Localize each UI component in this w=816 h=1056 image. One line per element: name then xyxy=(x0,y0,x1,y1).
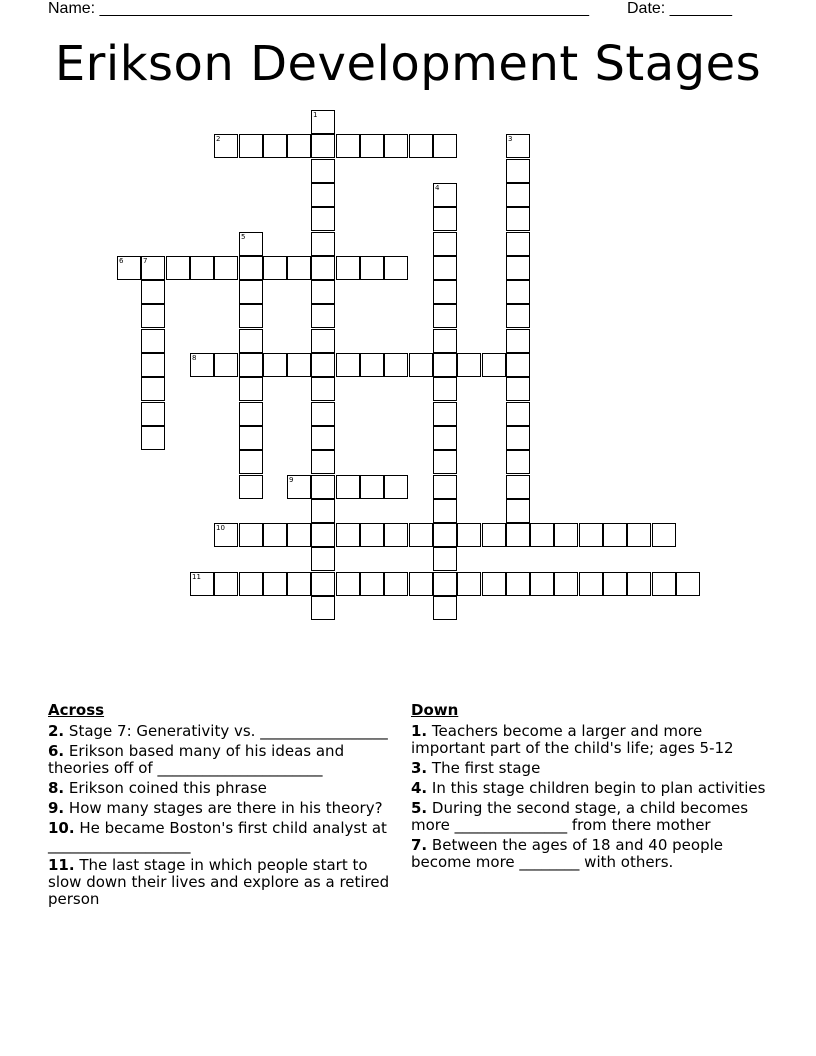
crossword-cell[interactable] xyxy=(384,353,408,377)
crossword-cell[interactable] xyxy=(506,402,530,426)
crossword-cell[interactable] xyxy=(433,304,457,328)
cell-number: 4 xyxy=(435,184,440,192)
crossword-cell[interactable] xyxy=(360,475,384,499)
clue-text: The last stage in which people start to slow down their lives and explore as a retired person xyxy=(48,856,390,908)
crossword-cell[interactable] xyxy=(457,523,481,547)
crossword-cell[interactable] xyxy=(433,426,457,450)
crossword-cell[interactable] xyxy=(141,280,165,304)
crossword-cell[interactable] xyxy=(360,353,384,377)
crossword-cell[interactable] xyxy=(433,547,457,571)
crossword-cell[interactable] xyxy=(239,450,263,474)
crossword-cell[interactable] xyxy=(239,572,263,596)
crossword-cell[interactable] xyxy=(433,329,457,353)
crossword-cell[interactable] xyxy=(311,450,335,474)
cell-number: 11 xyxy=(192,573,201,581)
crossword-cell[interactable] xyxy=(384,134,408,158)
crossword-cell[interactable] xyxy=(336,134,360,158)
date-field-label[interactable]: Date: _______ xyxy=(627,0,732,17)
crossword-cell[interactable] xyxy=(530,523,554,547)
down-clue xyxy=(411,837,771,871)
cell-number: 9 xyxy=(289,476,294,484)
crossword-cell[interactable] xyxy=(506,353,530,377)
across-clue xyxy=(48,857,398,908)
crossword-cell[interactable] xyxy=(384,256,408,280)
crossword-cell[interactable] xyxy=(530,572,554,596)
crossword-cell[interactable] xyxy=(652,572,676,596)
crossword-cell[interactable] xyxy=(506,159,530,183)
crossword-cell[interactable] xyxy=(603,523,627,547)
crossword-cell[interactable] xyxy=(239,377,263,401)
crossword-cell[interactable] xyxy=(311,475,335,499)
crossword-cell[interactable] xyxy=(433,523,457,547)
crossword-cell[interactable] xyxy=(141,329,165,353)
crossword-cell[interactable] xyxy=(627,572,651,596)
clue-number: 6. xyxy=(48,742,65,760)
crossword-cell[interactable] xyxy=(506,256,530,280)
crossword-cell[interactable] xyxy=(652,523,676,547)
crossword-cell[interactable] xyxy=(433,134,457,158)
crossword-cell[interactable] xyxy=(506,475,530,499)
crossword-cell[interactable] xyxy=(360,256,384,280)
crossword-cell[interactable] xyxy=(239,523,263,547)
crossword-cell[interactable] xyxy=(336,256,360,280)
crossword-cell[interactable] xyxy=(311,426,335,450)
crossword-cell[interactable] xyxy=(433,450,457,474)
name-field-label[interactable]: Name: _______________________________________________________ xyxy=(48,0,589,17)
crossword-cell[interactable] xyxy=(506,523,530,547)
down-clue xyxy=(411,780,771,797)
crossword-cell[interactable] xyxy=(506,426,530,450)
down-clue xyxy=(411,760,771,777)
crossword-cell[interactable] xyxy=(457,353,481,377)
crossword-cell[interactable] xyxy=(409,523,433,547)
clue-text: The first stage xyxy=(431,759,541,777)
cell-number: 1 xyxy=(313,111,318,119)
crossword-cell[interactable] xyxy=(287,353,311,377)
crossword-cell[interactable] xyxy=(506,377,530,401)
page-title: Erikson Development Stages xyxy=(54,36,762,92)
clue-number: 10. xyxy=(48,819,75,837)
crossword-cell[interactable] xyxy=(239,475,263,499)
crossword-cell[interactable] xyxy=(311,547,335,571)
crossword-cell[interactable] xyxy=(457,572,481,596)
clue-text: He became Boston's first child analyst at ___________________ xyxy=(48,819,387,854)
crossword-cell[interactable] xyxy=(433,596,457,620)
crossword-cell[interactable] xyxy=(506,232,530,256)
cell-number: 2 xyxy=(216,135,221,143)
crossword-cell[interactable] xyxy=(433,183,457,207)
crossword-cell[interactable] xyxy=(239,426,263,450)
across-clue xyxy=(48,780,398,797)
cell-number: 5 xyxy=(241,233,246,241)
crossword-cell[interactable] xyxy=(433,377,457,401)
crossword-cell[interactable] xyxy=(336,353,360,377)
crossword-cell[interactable] xyxy=(433,353,457,377)
crossword-cell[interactable] xyxy=(311,159,335,183)
crossword-cell[interactable] xyxy=(384,572,408,596)
crossword-cell[interactable] xyxy=(214,353,238,377)
crossword-cell[interactable] xyxy=(554,523,578,547)
crossword-cell[interactable] xyxy=(263,256,287,280)
clue-number: 1. xyxy=(411,722,428,740)
crossword-cell[interactable] xyxy=(287,256,311,280)
cell-number: 3 xyxy=(508,135,513,143)
crossword-cell[interactable] xyxy=(433,475,457,499)
crossword-cell[interactable] xyxy=(336,523,360,547)
crossword-cell[interactable] xyxy=(603,572,627,596)
crossword-cell[interactable] xyxy=(141,304,165,328)
crossword-cell[interactable] xyxy=(311,232,335,256)
crossword-cell[interactable] xyxy=(287,134,311,158)
crossword-cell[interactable] xyxy=(214,134,238,158)
crossword-cell[interactable] xyxy=(433,207,457,231)
crossword-cell[interactable] xyxy=(214,572,238,596)
crossword-cell[interactable] xyxy=(311,402,335,426)
crossword-cell[interactable] xyxy=(239,402,263,426)
crossword-cell[interactable] xyxy=(311,207,335,231)
crossword-cell[interactable] xyxy=(506,329,530,353)
crossword-cell[interactable] xyxy=(311,304,335,328)
crossword-cell[interactable] xyxy=(287,572,311,596)
crossword-cell[interactable] xyxy=(190,572,214,596)
crossword-cell[interactable] xyxy=(239,353,263,377)
clue-number: 9. xyxy=(48,799,65,817)
crossword-cell[interactable] xyxy=(287,475,311,499)
crossword-cell[interactable] xyxy=(384,523,408,547)
crossword-cell[interactable] xyxy=(141,256,165,280)
crossword-cell[interactable] xyxy=(482,523,506,547)
crossword-cell[interactable] xyxy=(239,134,263,158)
crossword-cell[interactable] xyxy=(384,475,408,499)
across-clue xyxy=(48,723,398,740)
down-heading: Down xyxy=(411,701,459,719)
crossword-cell[interactable] xyxy=(311,572,335,596)
crossword-cell[interactable] xyxy=(482,353,506,377)
clue-number: 5. xyxy=(411,799,428,817)
clue-text: In this stage children begin to plan activities xyxy=(431,779,766,797)
crossword-cell[interactable] xyxy=(214,523,238,547)
across-clues xyxy=(48,702,398,911)
down-clues xyxy=(411,702,771,874)
across-heading: Across xyxy=(48,701,105,719)
crossword-cell[interactable] xyxy=(214,256,238,280)
clue-number: 8. xyxy=(48,779,65,797)
crossword-cell[interactable] xyxy=(482,572,506,596)
crossword-cell[interactable] xyxy=(336,475,360,499)
crossword-cell[interactable] xyxy=(506,280,530,304)
across-clue xyxy=(48,800,398,817)
crossword-cell[interactable] xyxy=(141,377,165,401)
crossword-cell[interactable] xyxy=(336,572,360,596)
crossword-cell[interactable] xyxy=(409,572,433,596)
clue-text: Erikson based many of his ideas and theories off of ______________________ xyxy=(48,742,345,777)
crossword-cell[interactable] xyxy=(239,256,263,280)
crossword-cell[interactable] xyxy=(506,134,530,158)
crossword-cell[interactable] xyxy=(263,572,287,596)
crossword-cell[interactable] xyxy=(311,377,335,401)
cell-number: 10 xyxy=(216,524,225,532)
clue-text: Teachers become a larger and more important part of the child's life; ages 5-12 xyxy=(411,722,734,757)
crossword-cell[interactable] xyxy=(311,280,335,304)
crossword-cell[interactable] xyxy=(287,523,311,547)
crossword-cell[interactable] xyxy=(239,304,263,328)
crossword-cell[interactable] xyxy=(190,256,214,280)
crossword-cell[interactable] xyxy=(433,256,457,280)
crossword-cell[interactable] xyxy=(117,256,141,280)
clue-number: 11. xyxy=(48,856,75,874)
crossword-cell[interactable] xyxy=(311,353,335,377)
crossword-cell[interactable] xyxy=(506,207,530,231)
crossword-cell[interactable] xyxy=(506,572,530,596)
cell-number: 7 xyxy=(143,257,148,265)
across-clue xyxy=(48,743,398,777)
clue-text: Between the ages of 18 and 40 people become more ________ with others. xyxy=(411,836,724,871)
crossword-cell[interactable] xyxy=(676,572,700,596)
cell-number: 8 xyxy=(192,354,197,362)
crossword-cell[interactable] xyxy=(311,110,335,134)
crossword-cell[interactable] xyxy=(579,572,603,596)
down-clue xyxy=(411,723,771,757)
crossword-cell[interactable] xyxy=(263,134,287,158)
crossword-cell[interactable] xyxy=(263,523,287,547)
crossword-cell[interactable] xyxy=(579,523,603,547)
clue-number: 2. xyxy=(48,722,65,740)
crossword-cell[interactable] xyxy=(239,232,263,256)
clue-text: How many stages are there in his theory? xyxy=(68,799,383,817)
crossword-cell[interactable] xyxy=(506,499,530,523)
clue-number: 4. xyxy=(411,779,428,797)
crossword-cell[interactable] xyxy=(433,280,457,304)
crossword-cell[interactable] xyxy=(554,572,578,596)
crossword-cell[interactable] xyxy=(263,353,287,377)
crossword-cell[interactable] xyxy=(311,523,335,547)
cell-number: 6 xyxy=(119,257,124,265)
crossword-cell[interactable] xyxy=(239,280,263,304)
clue-text: Erikson coined this phrase xyxy=(68,779,267,797)
crossword-cell[interactable] xyxy=(433,402,457,426)
crossword-cell[interactable] xyxy=(166,256,190,280)
clue-text: Stage 7: Generativity vs. _________________ xyxy=(68,722,388,740)
crossword-cell[interactable] xyxy=(311,499,335,523)
crossword-cell[interactable] xyxy=(141,353,165,377)
crossword-cell[interactable] xyxy=(311,183,335,207)
clue-number: 7. xyxy=(411,836,428,854)
crossword-cell[interactable] xyxy=(627,523,651,547)
clue-text: During the second stage, a child becomes more _______________ from there mother xyxy=(411,799,749,834)
crossword-cell[interactable] xyxy=(311,134,335,158)
crossword-cell[interactable] xyxy=(409,134,433,158)
crossword-cell[interactable] xyxy=(506,450,530,474)
crossword-cell[interactable] xyxy=(141,426,165,450)
crossword-cell[interactable] xyxy=(433,572,457,596)
clue-number: 3. xyxy=(411,759,428,777)
crossword-cell[interactable] xyxy=(360,523,384,547)
crossword-cell[interactable] xyxy=(433,499,457,523)
down-clue xyxy=(411,800,771,834)
crossword-cell[interactable] xyxy=(506,304,530,328)
crossword-cell[interactable] xyxy=(239,329,263,353)
crossword-cell[interactable] xyxy=(360,572,384,596)
crossword-cell[interactable] xyxy=(311,329,335,353)
crossword-cell[interactable] xyxy=(409,353,433,377)
crossword-cell[interactable] xyxy=(433,232,457,256)
across-clue xyxy=(48,820,398,854)
crossword-cell[interactable] xyxy=(190,353,214,377)
crossword-cell[interactable] xyxy=(506,183,530,207)
crossword-cell[interactable] xyxy=(141,402,165,426)
crossword-cell[interactable] xyxy=(360,134,384,158)
crossword-cell[interactable] xyxy=(311,256,335,280)
crossword-cell[interactable] xyxy=(311,596,335,620)
